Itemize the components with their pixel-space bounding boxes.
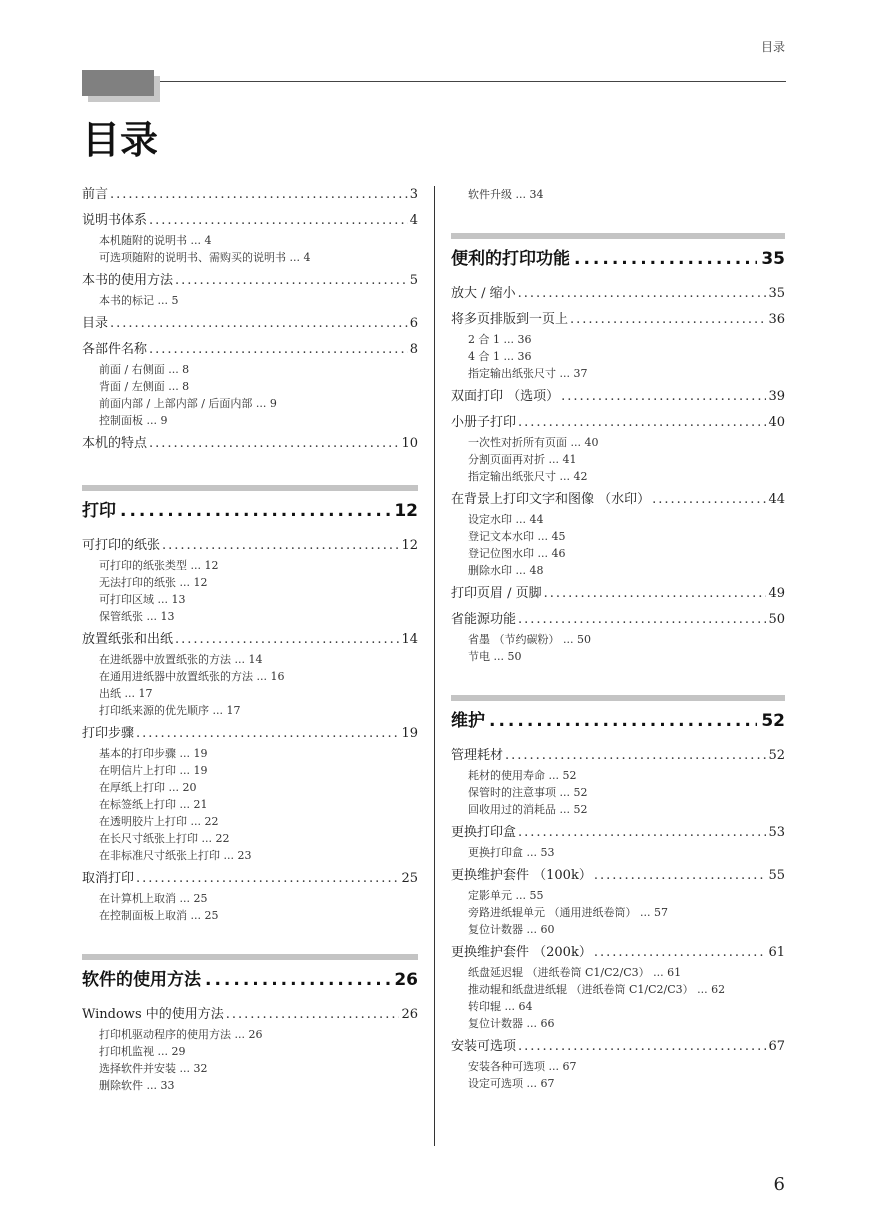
toc-entry[interactable] bbox=[451, 944, 785, 962]
dot-leader bbox=[518, 1038, 766, 1056]
toc-subentry[interactable]: 登记文本水印 ... 45 bbox=[468, 530, 566, 543]
toc-chapter[interactable] bbox=[82, 968, 418, 992]
toc-subentry[interactable]: 2 合 1 ... 36 bbox=[468, 333, 532, 346]
entry-page: 25 bbox=[401, 871, 418, 886]
entry-page: 52 bbox=[768, 748, 785, 763]
toc-entry[interactable] bbox=[451, 414, 785, 432]
entry-title: 取消打印 bbox=[82, 871, 135, 886]
toc-subentry[interactable]: 保管纸张 ... 13 bbox=[99, 610, 175, 623]
dot-leader bbox=[149, 212, 408, 230]
entry-page: 19 bbox=[401, 726, 418, 741]
toc-left-column bbox=[82, 186, 418, 1094]
entry-page: 49 bbox=[768, 586, 785, 601]
entry-title: 打印步骤 bbox=[82, 726, 135, 741]
toc-entry[interactable] bbox=[82, 537, 418, 555]
toc-chapter[interactable] bbox=[451, 709, 785, 733]
entry-title: 管理耗材 bbox=[451, 748, 504, 763]
toc-subentry[interactable]: 控制面板 ... 9 bbox=[99, 414, 168, 427]
chapter-bar bbox=[451, 695, 785, 701]
entry-title: 将多页排版到一页上 bbox=[451, 312, 569, 327]
toc-entry[interactable] bbox=[451, 611, 785, 629]
toc-subentry[interactable]: 登记位图水印 ... 46 bbox=[468, 547, 566, 560]
toc-entry[interactable] bbox=[451, 824, 785, 842]
toc-subentry[interactable]: 在非标准尺寸纸张上打印 ... 23 bbox=[99, 849, 252, 862]
toc-entry[interactable] bbox=[451, 747, 785, 765]
toc-entry[interactable] bbox=[82, 186, 418, 204]
entry-page: 26 bbox=[401, 1007, 418, 1022]
toc-subentry[interactable]: 回收用过的消耗品 ... 52 bbox=[468, 803, 588, 816]
toc-subentry[interactable]: 4 合 1 ... 36 bbox=[468, 350, 532, 363]
toc-subentry[interactable]: 复位计数器 ... 66 bbox=[468, 1017, 555, 1030]
toc-subentry[interactable]: 在通用进纸器中放置纸张的方法 ... 16 bbox=[99, 670, 285, 683]
title-bar bbox=[82, 70, 154, 96]
toc-subentry[interactable]: 节电 ... 50 bbox=[468, 650, 522, 663]
dot-leader bbox=[518, 285, 767, 303]
toc-subentry[interactable]: 本机随附的说明书 ... 4 bbox=[99, 234, 212, 247]
dot-leader bbox=[574, 247, 757, 271]
entry-title: 本机的特点 bbox=[82, 436, 148, 451]
toc-subentry[interactable]: 纸盘延迟辊 （进纸卷筒 C1/C2/C3） ... 61 bbox=[468, 966, 682, 979]
entry-title: 更换打印盒 bbox=[451, 825, 517, 840]
toc-entry[interactable] bbox=[451, 867, 785, 885]
dot-leader bbox=[136, 870, 399, 888]
entry-title: 更换维护套件 （200k） bbox=[451, 945, 592, 960]
toc-subentry[interactable]: 指定输出纸张尺寸 ... 37 bbox=[468, 367, 588, 380]
entry-page: 35 bbox=[768, 286, 785, 301]
toc-subentry[interactable]: 打印机监视 ... 29 bbox=[99, 1045, 186, 1058]
toc-subentry[interactable]: 在标签纸上打印 ... 21 bbox=[99, 798, 208, 811]
toc-subentry[interactable]: 本书的标记 ... 5 bbox=[99, 294, 179, 307]
dot-leader bbox=[226, 1006, 400, 1024]
entry-page: 3 bbox=[409, 187, 418, 202]
entry-page: 12 bbox=[401, 538, 418, 553]
entry-page: 53 bbox=[768, 825, 785, 840]
entry-title: 放置纸张和出纸 bbox=[82, 632, 174, 647]
toc-subentry[interactable]: 保管时的注意事项 ... 52 bbox=[468, 786, 588, 799]
dot-leader bbox=[120, 499, 390, 523]
dot-leader bbox=[505, 747, 766, 765]
entry-title: 可打印的纸张 bbox=[82, 538, 161, 553]
column-divider bbox=[434, 186, 435, 1146]
toc-subentry[interactable]: 删除软件 ... 33 bbox=[99, 1079, 175, 1092]
toc-chapter[interactable] bbox=[451, 247, 785, 271]
chapter-page: 35 bbox=[761, 249, 785, 269]
toc-subentry[interactable]: 设定可选项 ... 67 bbox=[468, 1077, 555, 1090]
toc-subentry[interactable]: 在控制面板上取消 ... 25 bbox=[99, 909, 219, 922]
entry-title: 目录 bbox=[82, 316, 109, 331]
dot-leader bbox=[205, 968, 390, 992]
entry-title: Windows 中的使用方法 bbox=[82, 1007, 224, 1022]
dot-leader bbox=[518, 824, 766, 842]
entry-page: 10 bbox=[401, 436, 418, 451]
dot-leader bbox=[594, 867, 767, 885]
entry-page: 8 bbox=[409, 342, 418, 357]
toc-subentry[interactable]: 旁路进纸辊单元 （通用进纸卷筒） ... 57 bbox=[468, 906, 668, 919]
toc-subentry[interactable]: 设定水印 ... 44 bbox=[468, 513, 544, 526]
title-rule bbox=[160, 81, 786, 82]
toc-subentry[interactable]: 可打印的纸张类型 ... 12 bbox=[99, 559, 219, 572]
dot-leader bbox=[149, 435, 399, 453]
toc-subentry[interactable]: 一次性对折所有页面 ... 40 bbox=[468, 436, 599, 449]
toc-entry[interactable] bbox=[82, 870, 418, 888]
toc-subentry[interactable]: 可打印区域 ... 13 bbox=[99, 593, 186, 606]
entry-title: 放大 / 缩小 bbox=[451, 286, 516, 301]
toc-entry[interactable] bbox=[451, 491, 785, 509]
toc-subentry[interactable]: 无法打印的纸张 ... 12 bbox=[99, 576, 208, 589]
toc-entry[interactable] bbox=[82, 1006, 418, 1024]
toc-subentry[interactable]: 指定输出纸张尺寸 ... 42 bbox=[468, 470, 588, 483]
toc-subentry[interactable]: 前面 / 右侧面 ... 8 bbox=[99, 363, 190, 376]
entry-page: 55 bbox=[768, 868, 785, 883]
toc-entry[interactable] bbox=[451, 311, 785, 329]
dot-leader bbox=[518, 414, 766, 432]
dot-leader bbox=[162, 537, 399, 555]
entry-title: 小册子打印 bbox=[451, 415, 517, 430]
toc-subentry[interactable]: 可选项随附的说明书、需购买的说明书 ... 4 bbox=[99, 251, 311, 264]
entry-page: 4 bbox=[409, 213, 418, 228]
entry-title: 打印页眉 / 页脚 bbox=[451, 586, 542, 601]
dot-leader bbox=[544, 585, 767, 603]
toc-chapter[interactable] bbox=[82, 499, 418, 523]
entry-page: 39 bbox=[768, 389, 785, 404]
entry-title: 双面打印 （选项） bbox=[451, 389, 560, 404]
chapter-title: 软件的使用方法 bbox=[82, 970, 201, 990]
toc-subentry[interactable]: 转印辊 ... 64 bbox=[468, 1000, 533, 1013]
toc-subentry[interactable]: 推动辊和纸盘进纸辊 （进纸卷筒 C1/C2/C3） ... 62 bbox=[468, 983, 726, 996]
dot-leader bbox=[561, 388, 766, 406]
chapter-page: 12 bbox=[394, 501, 418, 521]
entry-title: 省能源功能 bbox=[451, 612, 517, 627]
toc-entry[interactable] bbox=[82, 212, 418, 230]
dot-leader bbox=[110, 186, 408, 204]
toc-entry[interactable] bbox=[82, 435, 418, 453]
toc-subentry[interactable]: 背面 / 左侧面 ... 8 bbox=[99, 380, 190, 393]
toc-entry[interactable] bbox=[82, 725, 418, 743]
toc-entry[interactable] bbox=[451, 285, 785, 303]
toc-subentry[interactable]: 在长尺寸纸张上打印 ... 22 bbox=[99, 832, 230, 845]
toc-entry[interactable] bbox=[82, 631, 418, 649]
entry-title: 更换维护套件 （100k） bbox=[451, 868, 592, 883]
entry-page: 36 bbox=[768, 312, 785, 327]
entry-page: 5 bbox=[409, 273, 418, 288]
chapter-bar bbox=[82, 485, 418, 491]
dot-leader bbox=[518, 611, 766, 629]
toc-entry[interactable] bbox=[451, 388, 785, 406]
dot-leader bbox=[489, 709, 757, 733]
toc-subentry[interactable]: 删除水印 ... 48 bbox=[468, 564, 544, 577]
toc-subentry[interactable]: 在计算机上取消 ... 25 bbox=[99, 892, 208, 905]
toc-subentry[interactable]: 在厚纸上打印 ... 20 bbox=[99, 781, 197, 794]
dot-leader bbox=[110, 315, 408, 333]
entry-title: 安装可选项 bbox=[451, 1039, 517, 1054]
dot-leader bbox=[136, 725, 399, 743]
toc-subentry[interactable]: 前面内部 / 上部内部 / 后面内部 ... 9 bbox=[99, 397, 277, 410]
toc-entry[interactable] bbox=[82, 272, 418, 290]
toc-subentry[interactable]: 出纸 ... 17 bbox=[99, 687, 153, 700]
page-number: 6 bbox=[773, 1174, 785, 1195]
dot-leader bbox=[594, 944, 767, 962]
toc-subentry[interactable]: 在进纸器中放置纸张的方法 ... 14 bbox=[99, 653, 263, 666]
chapter-bar bbox=[451, 233, 785, 239]
dot-leader bbox=[570, 311, 766, 329]
toc-entry[interactable] bbox=[451, 585, 785, 603]
chapter-page: 26 bbox=[394, 970, 418, 990]
chapter-title: 便利的打印功能 bbox=[451, 249, 570, 269]
chapter-page: 52 bbox=[761, 711, 785, 731]
toc-subentry[interactable]: 耗材的使用寿命 ... 52 bbox=[468, 769, 577, 782]
toc-subentry[interactable]: 打印纸来源的优先顺序 ... 17 bbox=[99, 704, 241, 717]
toc-entry[interactable] bbox=[82, 341, 418, 359]
toc-subentry[interactable]: 打印机驱动程序的使用方法 ... 26 bbox=[99, 1028, 263, 1041]
toc-subentry[interactable]: 省墨 （节约碳粉） ... 50 bbox=[468, 633, 591, 646]
chapter-title: 维护 bbox=[451, 711, 485, 731]
dot-leader bbox=[175, 272, 408, 290]
dot-leader bbox=[652, 491, 766, 509]
chapter-title: 打印 bbox=[82, 501, 116, 521]
toc-subentry[interactable]: 选择软件并安装 ... 32 bbox=[99, 1062, 208, 1075]
entry-page: 61 bbox=[768, 945, 785, 960]
entry-title: 在背景上打印文字和图像 （水印） bbox=[451, 492, 651, 507]
toc-subentry[interactable]: 定影单元 ... 55 bbox=[468, 889, 544, 902]
dot-leader bbox=[149, 341, 408, 359]
toc-right-column bbox=[451, 186, 785, 1092]
dot-leader bbox=[175, 631, 399, 649]
entry-page: 67 bbox=[768, 1039, 785, 1054]
toc-entry[interactable] bbox=[451, 1038, 785, 1056]
entry-title: 各部件名称 bbox=[82, 342, 148, 357]
entry-title: 本书的使用方法 bbox=[82, 273, 174, 288]
toc-subentry[interactable]: 复位计数器 ... 60 bbox=[468, 923, 555, 936]
entry-page: 44 bbox=[768, 492, 785, 507]
toc-subentry[interactable]: 更换打印盒 ... 53 bbox=[468, 846, 555, 859]
chapter-bar bbox=[82, 954, 418, 960]
toc-subentry[interactable]: 在明信片上打印 ... 19 bbox=[99, 764, 208, 777]
entry-page: 6 bbox=[409, 316, 418, 331]
toc-subentry[interactable]: 安装各种可选项 ... 67 bbox=[468, 1060, 577, 1073]
page-title: 目录 bbox=[82, 118, 159, 162]
entry-title: 前言 bbox=[82, 187, 109, 202]
toc-entry[interactable] bbox=[82, 315, 418, 333]
entry-page: 40 bbox=[768, 415, 785, 430]
toc-subentry[interactable]: 基本的打印步骤 ... 19 bbox=[99, 747, 208, 760]
toc-subentry[interactable]: 分割页面再对折 ... 41 bbox=[468, 453, 577, 466]
toc-subentry[interactable]: 在透明胶片上打印 ... 22 bbox=[99, 815, 219, 828]
entry-page: 50 bbox=[768, 612, 785, 627]
entry-page: 14 bbox=[401, 632, 418, 647]
entry-title: 说明书体系 bbox=[82, 213, 148, 228]
running-header: 目录 bbox=[760, 40, 785, 54]
toc-subentry[interactable]: 软件升级 ... 34 bbox=[468, 188, 544, 201]
